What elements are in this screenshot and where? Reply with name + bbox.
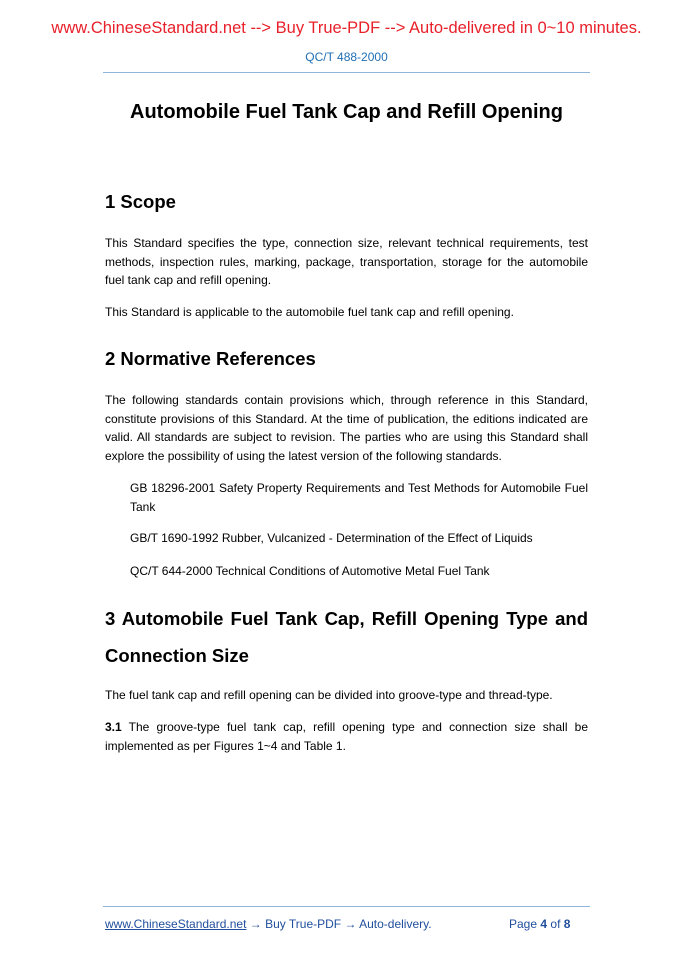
promo-banner[interactable]: www.ChineseStandard.net --> Buy True-PDF --> Auto-delivered in 0~10 minutes.: [51, 19, 642, 37]
reference-item: GB 18296-2001 Safety Property Requirements and Test Methods for Automobile Fuel Tank: [130, 481, 588, 514]
scope-paragraph-2: This Standard is applicable to the automobile fuel tank cap and refill opening.: [105, 305, 514, 319]
normative-paragraph: The following standards contain provisions which, through reference in this Standard, constitute provisions of this Standard. At the time of publication, the editions indicated are valid. All standards are subject to revision. The parties who are using this Standard shall explore the possibility of using the latest version of the following standards.: [105, 393, 588, 463]
document-number: QC/T 488-2000: [305, 50, 388, 64]
footer-promo-text: → Buy True-PDF → Auto-delivery.: [246, 917, 432, 931]
section-heading-scope: 1 Scope: [105, 191, 176, 212]
section-type: [105, 600, 588, 674]
type-paragraph: The fuel tank cap and refill opening can be divided into groove-type and thread-type.: [105, 688, 553, 702]
page-total: 8: [563, 917, 571, 931]
clause-3-1: [105, 718, 588, 755]
reference-item: GB/T 1690-1992 Rubber, Vulcanized - Determination of the Effect of Liquids: [130, 531, 533, 545]
clause-text: The groove-type fuel tank cap, refill opening type and connection size shall be implemented as per Figures 1~4 and Table 1.: [105, 720, 588, 753]
document-title: Automobile Fuel Tank Cap and Refill Opening: [130, 101, 563, 123]
page-current: 4: [540, 917, 548, 931]
page-of: of: [550, 917, 561, 931]
footer-link[interactable]: www.ChineseStandard.net: [105, 917, 247, 931]
footer-promo: [105, 917, 432, 931]
header-divider: [103, 72, 590, 73]
section-scope: [105, 191, 588, 213]
page-word: Page: [509, 917, 538, 931]
page-indicator: [509, 917, 570, 931]
section-heading-type: 3 Automobile Fuel Tank Cap, Refill Opening Type and Connection Size: [105, 608, 588, 666]
reference-item: QC/T 644-2000 Technical Conditions of Automotive Metal Fuel Tank: [130, 564, 490, 578]
clause-number: 3.1: [105, 720, 122, 734]
scope-paragraph-1: This Standard specifies the type, connection size, relevant technical requirements, test methods, inspection rules, marking, package, transportation, storage for the automobile fuel tank cap and refill opening.: [105, 236, 588, 287]
section-heading-normative: 2 Normative References: [105, 348, 316, 369]
section-normative: [105, 348, 588, 370]
footer-divider: [103, 906, 590, 907]
